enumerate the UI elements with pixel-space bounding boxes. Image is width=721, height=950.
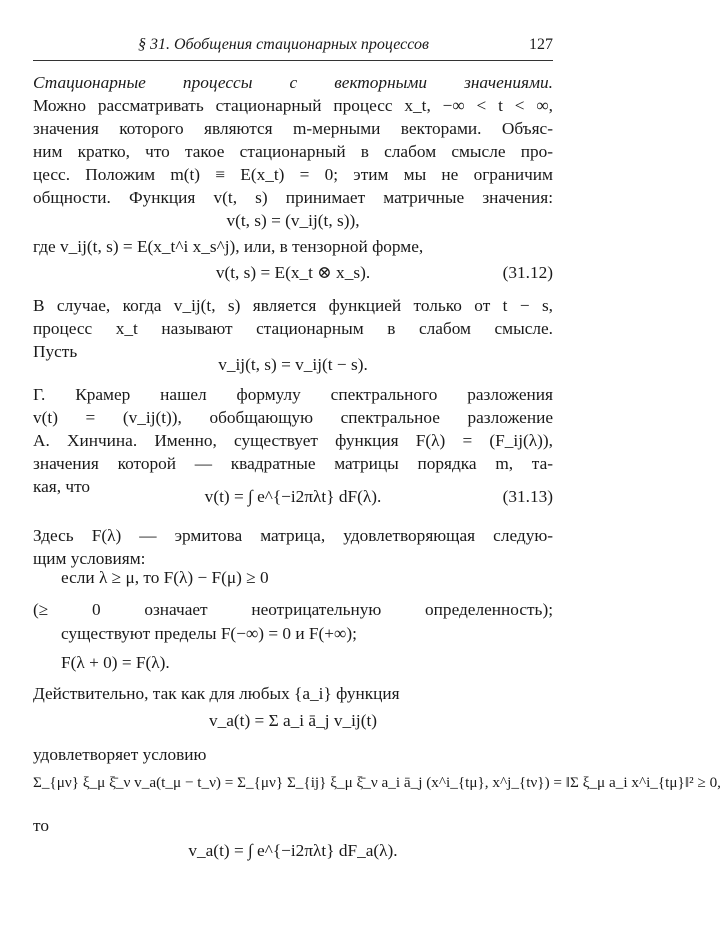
section-title: § 31. Обобщения стационарных процессов [138, 36, 429, 53]
text-line: где v_ij(t, s) = E(x_t^i x_s^j), или, в тензорной форме, [33, 237, 424, 256]
condition-line: если λ ≥ μ, то F(λ) − F(μ) ≥ 0 [61, 568, 269, 587]
text-line: то [33, 816, 49, 835]
text-line: щим условиям: [33, 549, 146, 568]
text-line: Г. Крамер нашел формулу спектрального разложения [33, 385, 553, 404]
paragraph-heading: Стационарные процессы с векторными значениями. [33, 73, 553, 92]
running-header [33, 36, 553, 58]
text-line: общности. Функция v(t, s) принимает матричные значения: [33, 188, 553, 207]
formula: v_ij(t, s) = v_ij(t − s). [218, 355, 368, 374]
text-line: кая, что [33, 477, 91, 496]
formula: v(t, s) = (v_ij(t, s)), [226, 211, 360, 230]
text-line: Можно рассматривать стационарный процесс x_t, −∞ < t < ∞, [33, 96, 553, 115]
equation-31-12 [33, 260, 553, 286]
equation-31-13 [33, 484, 553, 510]
text-line: В случае, когда v_ij(t, s) является функцией только от t − s, [33, 296, 553, 315]
text-line: цесс. Положим m(t) ≡ E(x_t) = 0; этим мы не ограничим [33, 165, 553, 184]
text-line: ним кратко, что такое стационарный в слабом смысле про- [33, 142, 553, 161]
text-line: Здесь F(λ) — эрмитова матрица, удовлетворяющая следую- [33, 526, 553, 545]
formula: v_a(t) = ∫ e^{−i2πλt} dF_a(λ). [188, 841, 398, 860]
equation-number: (31.13) [502, 487, 553, 506]
text-line: Пусть [33, 342, 78, 361]
formula: v_a(t) = Σ a_i ā_j v_ij(t) [208, 711, 378, 730]
text-line: (≥ 0 означает неотрицательную определенность); [33, 600, 553, 619]
formula: Σ_{μν} ξ_μ ξ̄_ν v_a(t_μ − t_ν) = Σ_{μν} Σ_{ij} ξ_μ ξ̄_ν a_i ā_j (x^i_{tμ}, x^j_{tν}) = ‖Σ ξ_μ a_i x^i_{tμ}‖² ≥ 0, [33, 774, 721, 791]
text-line: удовлетворяет условию [33, 745, 207, 764]
text-line: v(t) = (v_ij(t)), обобщающую спектральное разложение [33, 408, 553, 427]
header-rule [33, 60, 553, 61]
condition-line: существуют пределы F(−∞) = 0 и F(+∞); [61, 624, 357, 643]
text-line: значения которой — квадратные матрицы порядка m, та- [33, 454, 553, 473]
text-line: А. Хинчина. Именно, существует функция F(λ) = (F_ij(λ)), [33, 431, 553, 450]
text-line: Действительно, так как для любых {a_i} функция [33, 684, 400, 703]
text-line: процесс x_t называют стационарным в слабом смысле. [33, 319, 553, 338]
equation-number: (31.12) [502, 263, 553, 282]
condition-line: F(λ + 0) = F(λ). [61, 653, 170, 672]
equation-body: v(t) = ∫ e^{−i2πλt} dF(λ). [204, 487, 382, 506]
text-line: значения которого являются m-мерными векторами. Объяс- [33, 119, 553, 138]
equation-body: v(t, s) = E(x_t ⊗ x_s). [215, 263, 371, 282]
page-number: 127 [529, 36, 553, 53]
